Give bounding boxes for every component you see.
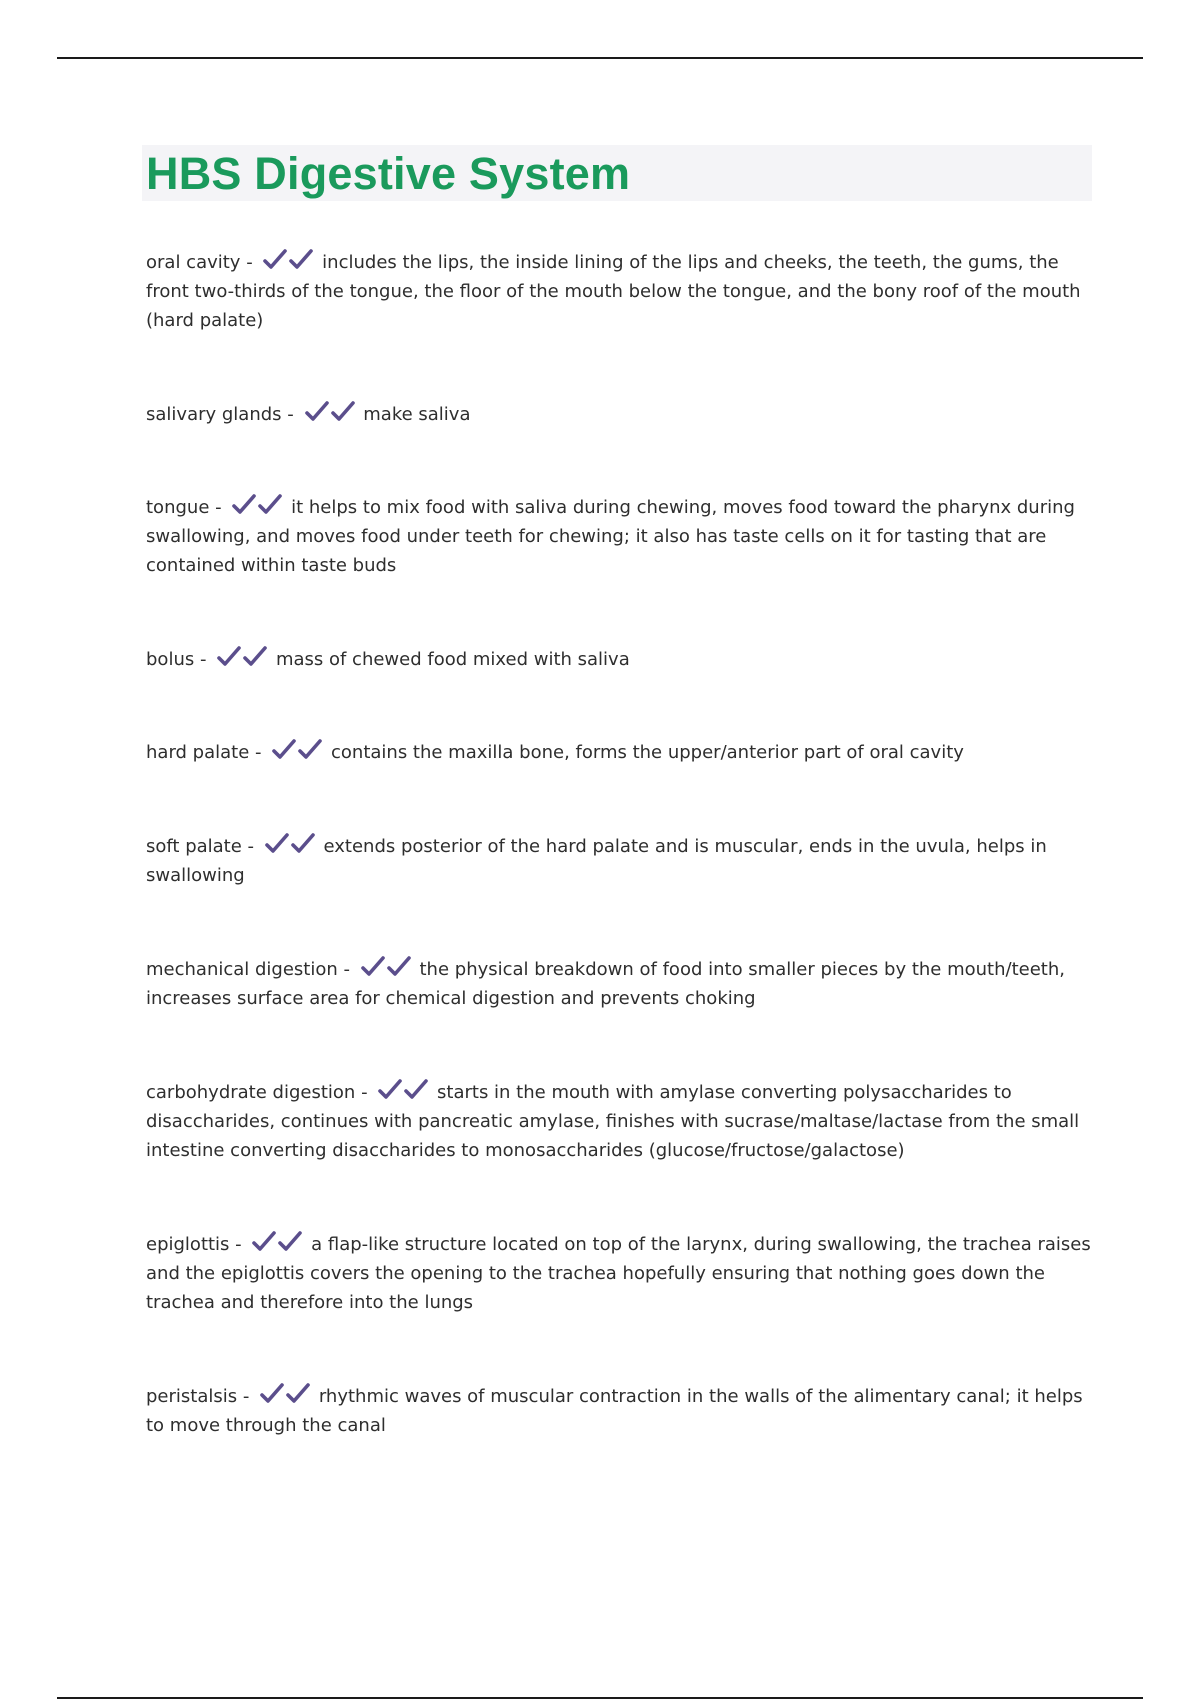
definition: the physical breakdown of food into smaller pieces by the mouth/teeth, increases surface area for chemical digestion and prevents choking: [146, 959, 1065, 1009]
definition: contains the maxilla bone, forms the upper/anterior part of oral cavity: [331, 742, 964, 763]
separator: -: [242, 1386, 250, 1407]
check-icon: [360, 955, 386, 979]
list-item: [146, 400, 1091, 429]
bottom-rule: [57, 1697, 1143, 1699]
check-icon: [242, 645, 268, 669]
check-icon: [290, 832, 316, 856]
check-icon: [216, 645, 242, 669]
definition: includes the lips, the inside lining of the lips and cheeks, the teeth, the gums, the front two-thirds of the tongue, the floor of the mouth below the tongue, and the bony roof of the mouth (hard palate): [146, 252, 1081, 331]
separator: -: [215, 497, 222, 518]
page-title: HBS Digestive System: [146, 148, 631, 199]
check-marks: [216, 645, 268, 674]
check-icon: [251, 1230, 277, 1254]
check-marks: [251, 1230, 303, 1259]
list-item: [146, 645, 1091, 674]
term: carbohydrate digestion: [146, 1082, 356, 1103]
check-icon: [271, 738, 297, 762]
term: mechanical digestion: [146, 959, 338, 980]
check-icon: [259, 1382, 285, 1406]
separator: -: [343, 959, 351, 980]
list-item: [146, 955, 1091, 1013]
check-icon: [262, 248, 288, 272]
check-marks: [377, 1078, 429, 1107]
check-marks: [304, 400, 356, 429]
check-marks: [360, 955, 412, 984]
separator: -: [361, 1082, 368, 1103]
list-item: [146, 493, 1091, 580]
definition: it helps to mix food with saliva during chewing, moves food toward the pharynx during swallowing, and moves food under teeth for chewing; it also has taste cells on it for tasting that are contained within taste buds: [146, 497, 1075, 576]
definition: rhythmic waves of muscular contraction in the walls of the alimentary canal; it helps to move through the canal: [146, 1386, 1083, 1436]
term: hard palate: [146, 742, 250, 763]
check-icon: [288, 248, 314, 272]
list-item: [146, 1382, 1091, 1440]
check-icon: [285, 1382, 311, 1406]
definition: mass of chewed food mixed with saliva: [275, 649, 630, 670]
check-icon: [377, 1078, 403, 1102]
check-icon: [330, 400, 356, 424]
term: salivary glands: [146, 404, 282, 425]
list-item: [146, 832, 1091, 890]
check-icon: [277, 1230, 303, 1254]
separator: -: [255, 742, 262, 763]
check-icon: [264, 832, 290, 856]
term: peristalsis: [146, 1386, 238, 1407]
check-marks: [271, 738, 323, 767]
term: epiglottis: [146, 1234, 230, 1255]
term: tongue: [146, 497, 210, 518]
definition: make saliva: [363, 404, 471, 425]
check-icon: [257, 493, 283, 517]
list-item: [146, 1078, 1091, 1165]
definition: extends posterior of the hard palate and is muscular, ends in the uvula, helps in swallowing: [146, 836, 1047, 886]
check-marks: [264, 832, 316, 861]
list-item: [146, 738, 1091, 767]
top-rule: [57, 57, 1143, 59]
check-marks: [231, 493, 283, 522]
check-icon: [297, 738, 323, 762]
separator: -: [199, 649, 207, 670]
check-icon: [386, 955, 412, 979]
term: bolus: [146, 649, 195, 670]
separator: -: [235, 1234, 242, 1255]
check-icon: [231, 493, 257, 517]
separator: -: [247, 836, 255, 857]
term: oral cavity: [146, 252, 241, 273]
check-marks: [259, 1382, 311, 1411]
list-item: [146, 1230, 1091, 1317]
separator: -: [246, 252, 253, 273]
check-icon: [403, 1078, 429, 1102]
check-marks: [262, 248, 314, 277]
definition: starts in the mouth with amylase converting polysaccharides to disaccharides, continues with pancreatic amylase, finishes with sucrase/maltase/lactase from the small intestine converting disaccharides to monosaccharides (glucose/fructose/galactose): [146, 1082, 1080, 1161]
flashcard-list: [146, 248, 1091, 1440]
check-icon: [304, 400, 330, 424]
term: soft palate: [146, 836, 242, 857]
list-item: [146, 248, 1091, 335]
definition: a flap-like structure located on top of the larynx, during swallowing, the trachea raises and the epiglottis covers the opening to the trachea hopefully ensuring that nothing goes down the trachea and therefore into the lungs: [146, 1234, 1091, 1313]
separator: -: [287, 404, 294, 425]
